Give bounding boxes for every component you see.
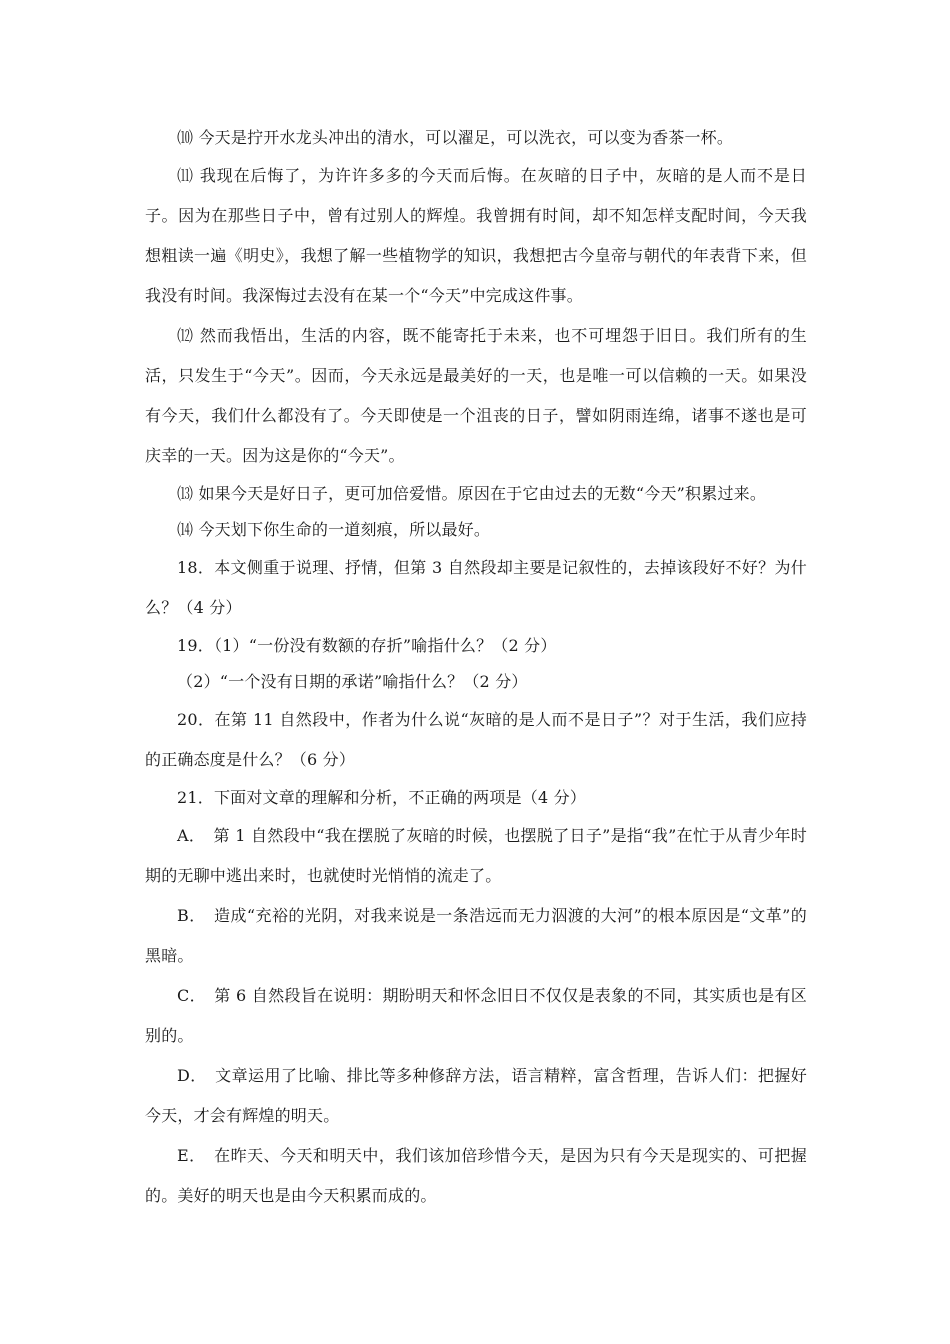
paragraph-12: ⑿ 然而我悟出，生活的内容，既不能寄托于未来，也不可埋怨于旧日。我们所有的生活，只发生于“今天”。因而，今天永远是最美好的一天，也是唯一可以信赖的一天。如果没有今天，我们什么都没有了。今天即使是一个沮丧的日子，譬如阴雨连绵，诸事不遂也是可庆幸的一天。因为这是你的“今天”。 (145, 326, 807, 465)
paragraph-14: ⒁ 今天划下你生命的一道刻痕，所以最好。 (177, 520, 491, 539)
option-d: D． 文章运用了比喻、排比等多种修辞方法，语言精粹，富含哲理，告诉人们：把握好今天，才会有辉煌的明天。 (145, 1066, 807, 1125)
option-c: C． 第 6 自然段旨在说明：期盼明天和怀念旧日不仅仅是表象的不同，其实质也是有区别的。 (145, 986, 807, 1045)
paragraph-13: ⒀ 如果今天是好日子，更可加倍爱惜。原因在于它由过去的无数“今天”积累过来。 (177, 484, 767, 503)
option-e: E． 在昨天、今天和明天中，我们该加倍珍惜今天，是因为只有今天是现实的、可把握的。美好的明天也是由今天积累而成的。 (145, 1146, 807, 1205)
paragraph-11: ⑾ 我现在后悔了，为许许多多的今天而后悔。在灰暗的日子中，灰暗的是人而不是日子。因为在那些日子中，曾有过别人的辉煌。我曾拥有时间，却不知怎样支配时间，今天我想粗读一遍《明史》，我想了解一些植物学的知识，我想把古今皇帝与朝代的年表背下来，但我没有时间。我深悔过去没有在某一个“今天”中完成这件事。 (145, 166, 807, 305)
option-b: B． 造成“充裕的光阴，对我来说是一条浩远而无力泅渡的大河”的根本原因是“文革”的黑暗。 (145, 906, 807, 965)
question-19-part-1: 19．（1）“一份没有数额的存折”喻指什么？（2 分） (177, 636, 557, 655)
question-21: 21．下面对文章的理解和分析，不正确的两项是（4 分） (177, 788, 587, 807)
option-a: A． 第 1 自然段中“我在摆脱了灰暗的时候，也摆脱了日子”是指“我”在忙于从青少年时期的无聊中逃出来时，也就使时光悄悄的流走了。 (145, 826, 807, 885)
question-18: 18．本文侧重于说理、抒情，但第 3 自然段却主要是记叙性的，去掉该段好不好？为什么？（4 分） (145, 558, 807, 617)
document-body (145, 120, 807, 1216)
question-19-part-2: （2）“一个没有日期的承诺”喻指什么？（2 分） (177, 672, 528, 691)
paragraph-10: ⑽ 今天是拧开水龙头冲出的清水，可以濯足，可以洗衣，可以变为香茶一杯。 (177, 128, 734, 147)
question-20: 20．在第 11 自然段中，作者为什么说“灰暗的是人而不是日子”？对于生活，我们应持的正确态度是什么？（6 分） (145, 710, 807, 769)
